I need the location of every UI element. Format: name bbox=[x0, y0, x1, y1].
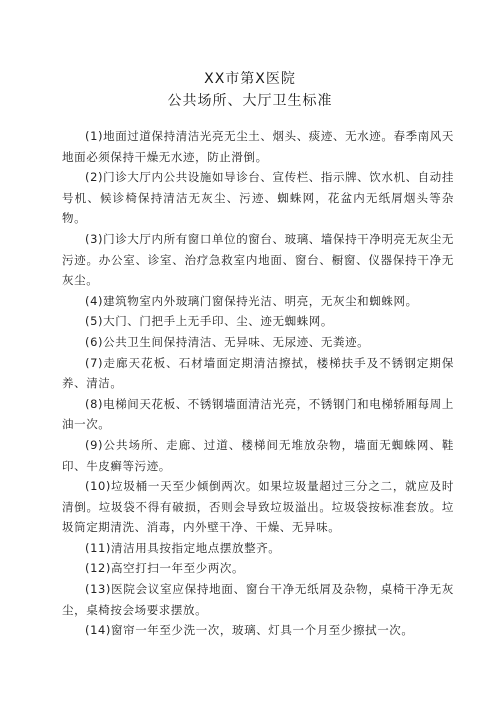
paragraph-4: (4)建筑物室内外玻璃门窗保持光洁、明亮，无灰尘和蜘蛛网。 bbox=[85, 293, 418, 308]
paragraph-6: (6)公共卫生间保持清洁、无异味、无尿迹、无粪迹。 bbox=[85, 334, 370, 349]
document-title: 公共场所、大厅卫生标准 bbox=[167, 93, 333, 109]
hospital-name: XX市第X医院 bbox=[204, 71, 296, 87]
paragraph-12: (12)高空打扫一年至少两次。 bbox=[85, 561, 245, 576]
paragraph-8: (8)电梯间天花板、不锈钢墙面清洁光亮，不锈钢门和电梯轿厢每周上油一次。 bbox=[62, 396, 454, 432]
paragraph-5: (5)大门、门把手上无手印、尘、迹无蜘蛛网。 bbox=[85, 314, 333, 329]
paragraph-2: (2)门诊大厅内公共设施如导诊台、宣传栏、指示牌、饮水机、自动挂号机、候诊椅保持清洁无灰尘、污迹、蜘蛛网，花盆内无纸屑烟头等杂物。 bbox=[62, 170, 454, 226]
document-body bbox=[62, 126, 454, 641]
title-block bbox=[0, 68, 500, 112]
paragraph-13: (13)医院会议室应保持地面、窗台干净无纸屑及杂物，桌椅干净无灰尘，桌椅按会场要求摆放。 bbox=[62, 582, 454, 617]
paragraph-7: (7)走廊天花板、石材墙面定期清洁擦拭，楼梯扶手及不锈钢定期保养、清洁。 bbox=[62, 355, 454, 391]
paragraph-14: (14)窗帘一年至少洗一次，玻璃、灯具一个月至少擦拭一次。 bbox=[85, 623, 414, 638]
paragraph-10: (10)垃圾桶一天至少倾倒两次。如果垃圾量超过三分之二，就应及时清倒。垃圾袋不得有破损，否则会导致垃圾溢出。垃圾袋按标准套放。垃圾筒定期清洗、消毒，内外壁干净、干燥、无异味。 bbox=[62, 479, 454, 535]
paragraph-1: (1)地面过道保持清洁光亮无尘土、烟头、痰迹、无水迹。春季南风天地面必须保持干燥无水迹，防止滑倒。 bbox=[62, 129, 454, 164]
paragraph-11: (11)清洁用具按指定地点摆放整齐。 bbox=[85, 540, 281, 555]
paragraph-9: (9)公共场所、走廊、过道、楼梯间无堆放杂物，墙面无蜘蛛网、鞋印、牛皮癣等污迹。 bbox=[62, 437, 454, 473]
paragraph-3: (3)门诊大厅内所有窗口单位的窗台、玻璃、墙保持干净明亮无灰尘无污迹。办公室、诊室、治疗急救室内地面、窗台、橱窗、仪器保持干净无灰尘。 bbox=[62, 231, 454, 288]
